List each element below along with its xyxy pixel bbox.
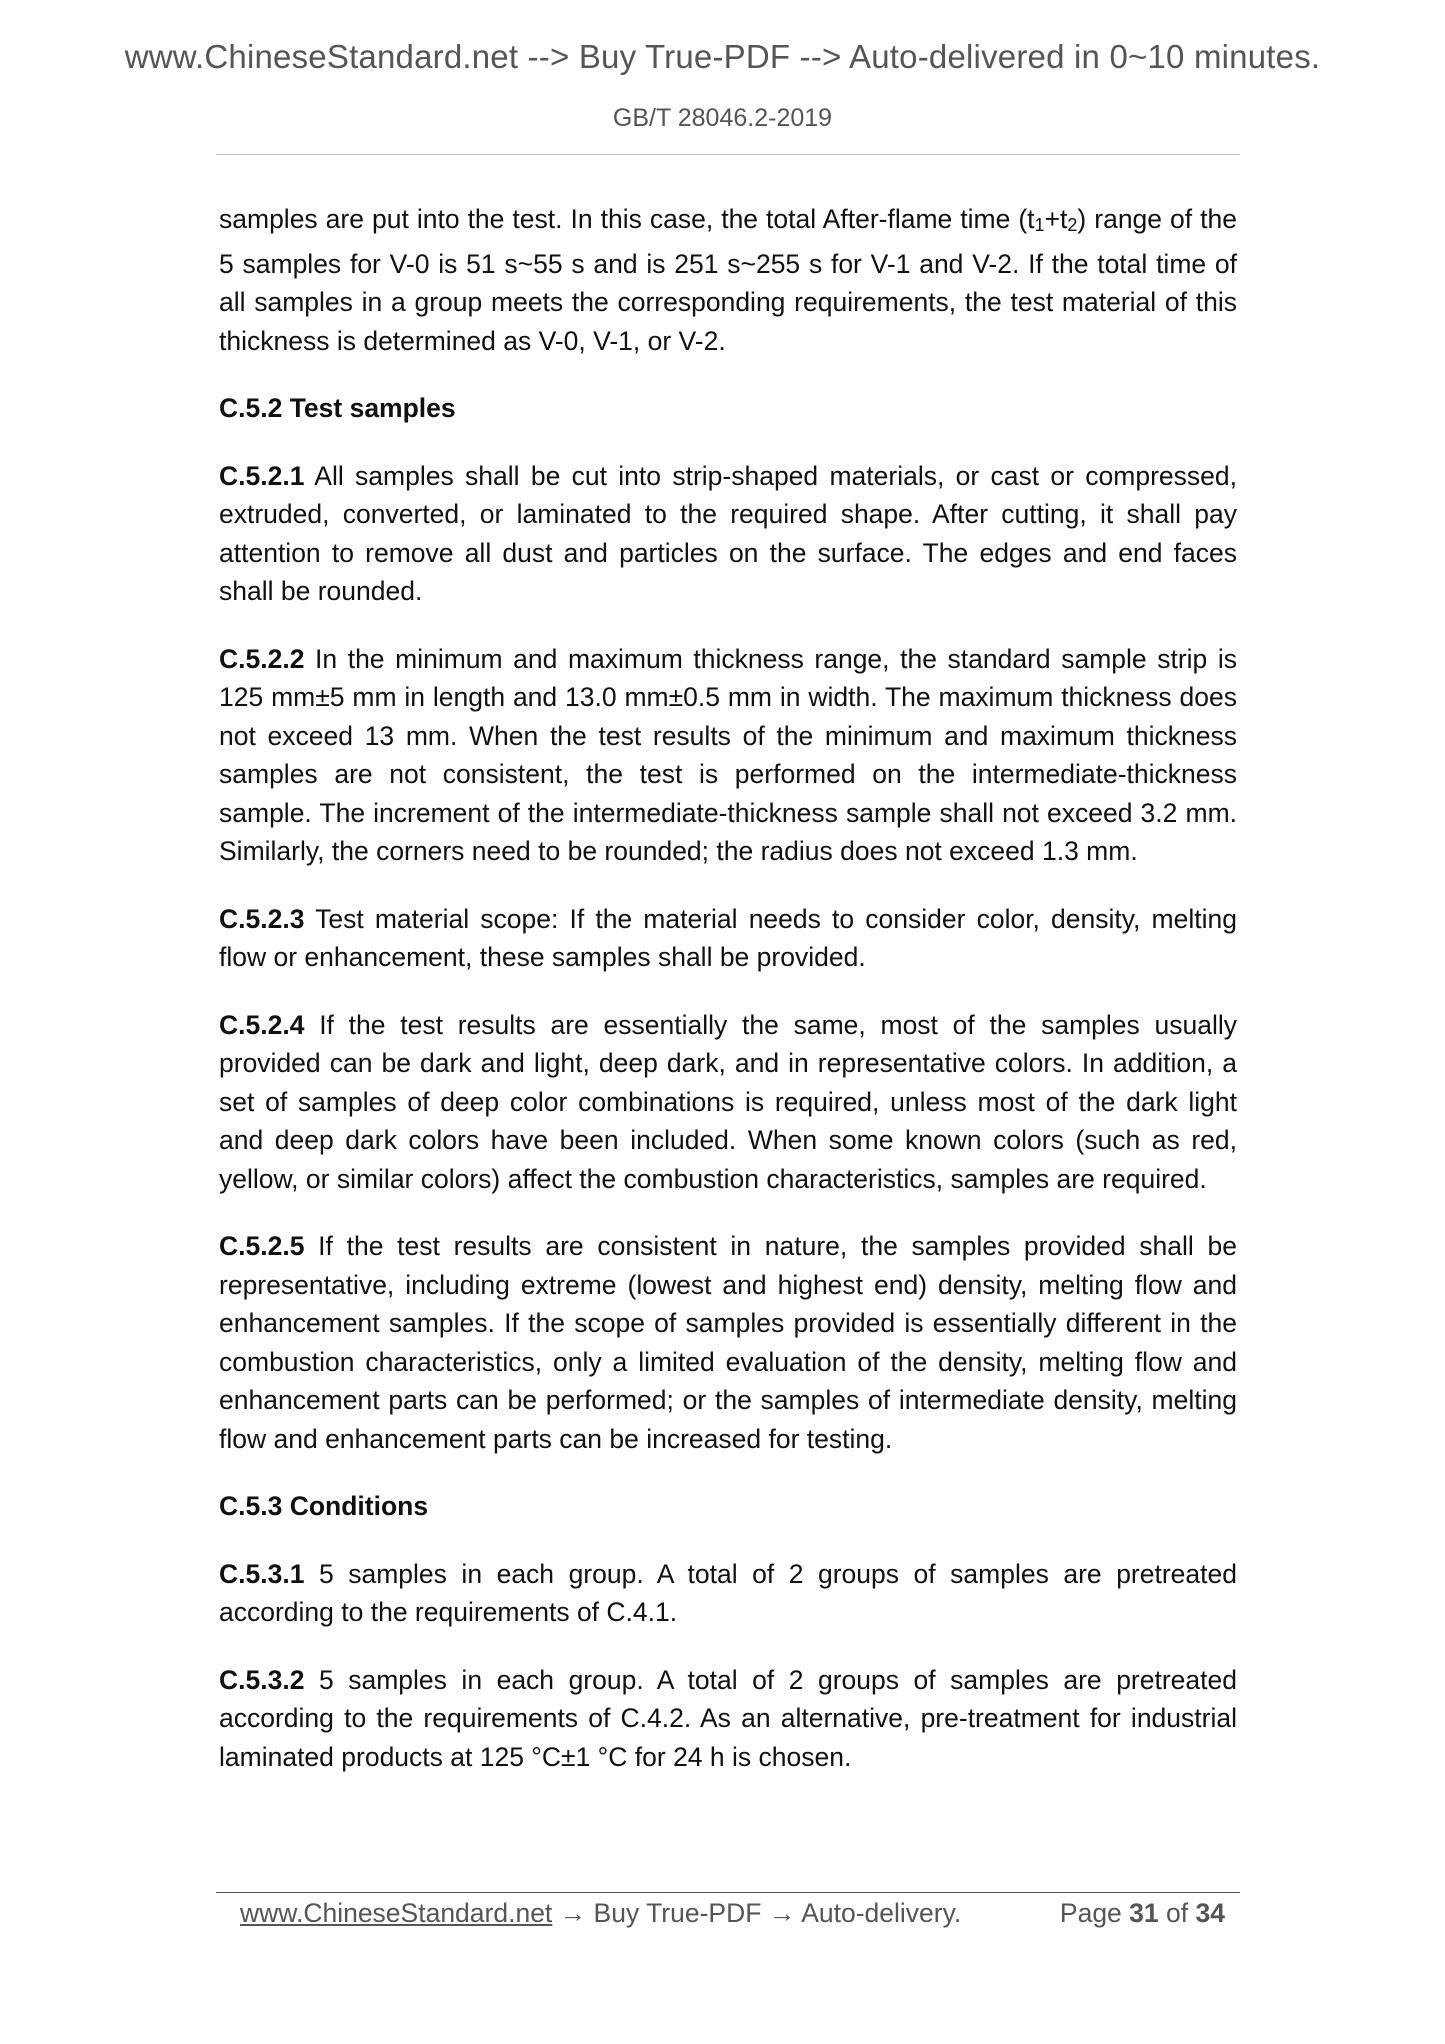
continuation-text-c: ) range of the 5 samples for V-0 is 51 s~55 s and is 251 s~255 s for V-1 and V-2. If the total time of all samples in a group meets the corresponding requirements, the test material of this thickness is determined as V-0, V-1, or V-2. <box>219 204 1237 356</box>
subscript-1: 1 <box>1034 215 1045 235</box>
continuation-text-b: +t <box>1044 204 1068 234</box>
header-divider <box>216 154 1240 155</box>
clause-c532 <box>219 1661 1237 1777</box>
clause-text: 5 samples in each group. A total of 2 groups of samples are pretreated according to the requirements of C.4.2. As an alternative, pre-treatment for industrial laminated products at 125 °C±1 °C for 24 h is chosen. <box>219 1664 1237 1772</box>
page-indicator <box>1060 1898 1225 1929</box>
arrow-icon: → <box>768 1898 796 1928</box>
clause-number: C.5.3.2 <box>219 1664 305 1695</box>
continuation-text-a: samples are put into the test. In this case, the total After-flame time (t <box>219 204 1035 234</box>
clause-number: C.5.2.1 <box>219 460 305 491</box>
clause-c522 <box>219 640 1237 871</box>
section-heading-c53: C.5.3 Conditions <box>219 1491 429 1521</box>
clause-number: C.5.2.2 <box>219 643 305 674</box>
page-label: Page <box>1059 1898 1122 1928</box>
clause-c525 <box>219 1227 1237 1458</box>
clause-text: If the test results are consistent in nature, the samples provided shall be representative, including extreme (lowest and highest end) density, melting flow and enhancement samples. If the scope of samples provided is essentially different in the combustion characteristics, only a limited evaluation of the density, melting flow and enhancement parts can be performed; or the samples of intermediate density, melting flow and enhancement parts can be increased for testing. <box>219 1231 1237 1454</box>
clause-c524 <box>219 1006 1237 1199</box>
clause-c523 <box>219 900 1237 977</box>
clause-c521 <box>219 457 1237 611</box>
clause-text: Test material scope: If the material needs to consider color, density, melting flow or enhancement, these samples shall be provided. <box>219 903 1237 972</box>
page-number: 31 <box>1129 1898 1159 1928</box>
clause-number: C.5.2.4 <box>219 1009 305 1040</box>
clause-text: 5 samples in each group. A total of 2 groups of samples are pretreated according to the requirements of C.4.1. <box>219 1558 1237 1627</box>
of-label: of <box>1166 1898 1189 1928</box>
page-footer <box>240 1898 1225 1929</box>
paragraph-continuation <box>219 200 1237 360</box>
clause-c531 <box>219 1555 1237 1632</box>
clause-text: In the minimum and maximum thickness range, the standard sample strip is 125 mm±5 mm in length and 13.0 mm±0.5 mm in width. The maximum thickness does not exceed 13 mm. When the test results of the minimum and maximum thickness samples are not consistent, the test is performed on the intermediate-thickness sample. The increment of the intermediate-thickness sample shall not exceed 3.2 mm. Similarly, the corners need to be rounded; the radius does not exceed 1.3 mm. <box>219 643 1237 866</box>
section-heading-c52: C.5.2 Test samples <box>219 393 456 423</box>
clause-number: C.5.3.1 <box>219 1558 305 1589</box>
clause-number: C.5.2.3 <box>219 903 305 934</box>
page-total: 34 <box>1195 1898 1225 1928</box>
footer-site-link[interactable]: www.ChineseStandard.net <box>240 1898 553 1928</box>
footer-buy-text: Buy True-PDF <box>593 1898 762 1928</box>
arrow-icon: → <box>559 1898 587 1928</box>
footer-delivery-text: Auto-delivery. <box>801 1898 962 1928</box>
clause-text: All samples shall be cut into strip-shaped materials, or cast or compressed, extruded, converted, or laminated to the required shape. After cutting, it shall pay attention to remove all dust and particles on the surface. The edges and end faces shall be rounded. <box>219 460 1237 606</box>
subscript-2: 2 <box>1067 215 1078 235</box>
clause-number: C.5.2.5 <box>219 1231 305 1261</box>
document-body <box>219 200 1237 1805</box>
site-banner: www.ChineseStandard.net --> Buy True-PDF --> Auto-delivered in 0~10 minutes. <box>124 38 1321 75</box>
clause-text: If the test results are essentially the same, most of the samples usually provided can be dark and light, deep dark, and in representative colors. In addition, a set of samples of deep color combinations is required, unless most of the dark light and deep dark colors have been included. When some known colors (such as red, yellow, or similar colors) affect the combustion characteristics, samples are required. <box>219 1009 1237 1194</box>
document-id: GB/T 28046.2-2019 <box>612 104 833 132</box>
footer-divider <box>216 1892 1240 1893</box>
